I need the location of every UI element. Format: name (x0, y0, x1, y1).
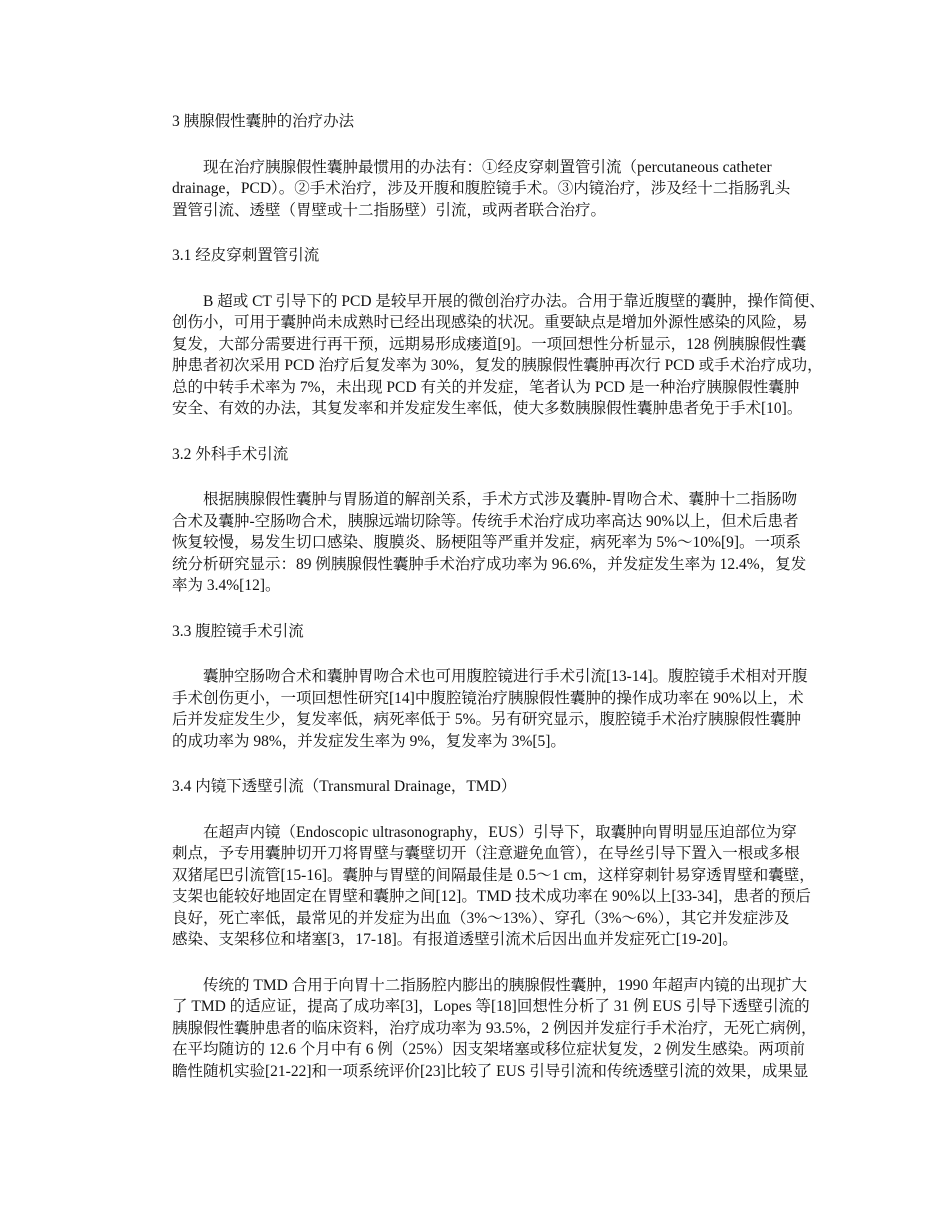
text-line: 总的中转手术率为 7%，未出现 PCD 有关的并发症，笔者认为 PCD 是一种治疗胰腺假性囊肿 (172, 378, 800, 396)
document-body (141, 111, 825, 1082)
paragraph-tmd-traditional (141, 975, 817, 1083)
text-line: 创伤小，可用于囊肿尚未成熟时已经出现感染的状况。重要缺点是增加外源性感染的风险，易 (172, 314, 808, 331)
section-heading-3-4: 3.4 内镜下透壁引流（Transmural Drainage，TMD） (172, 778, 517, 795)
text-line: 的成功率为 98%，并发症发生率为 9%，复发率为 3%[5]。 (172, 732, 566, 750)
paragraph-intro (141, 157, 809, 222)
section-heading-3: 3 胰腺假性囊肿的治疗办法 (172, 113, 355, 130)
text-line: 感染、支架移位和堵塞[3，17-18]。有报道透壁引流术后因出血并发症死亡[19-20]。 (172, 931, 738, 948)
spacer (141, 798, 809, 822)
text-line: 根据胰腺假性囊肿与胃肠道的解剖关系，手术方式涉及囊肿-胃吻合术、囊肿十二指肠吻 (203, 491, 798, 508)
paragraph-pcd (141, 291, 825, 420)
section-heading-3-1: 3.1 经皮穿刺置管引流 (172, 247, 320, 264)
text-line: 统分析研究显示：89 例胰腺假性囊肿手术治疗成功率为 96.6%，并发症发生率为 12.4%，复发 (172, 555, 807, 573)
text-line: 在超声内镜（Endoscopic ultrasonography，EUS）引导下，取囊肿向胃明显压迫部位为穿 (203, 823, 797, 841)
text-line: 恢复较慢，易发生切口感染、腹膜炎、肠梗阻等严重并发症，病死率为 5%～10%[9]。一项系 (172, 534, 802, 551)
text-line: B 超或 CT 引导下的 PCD 是较早开展的微创治疗办法。合用于靠近腹壁的囊肿，操作简便、 (203, 292, 825, 310)
spacer (141, 267, 809, 291)
spacer (141, 420, 809, 444)
paragraph-surgery (141, 489, 809, 597)
text-line: 置管引流、透壁（胃壁或十二指肠壁）引流，或两者联合治疗。 (172, 201, 607, 219)
text-line: 瞻性随机实验[21-22]和一项系统评价[23]比较了 EUS 引导引流和传统透壁引流的效果，成果显 (172, 1062, 809, 1080)
text-line: 复发，大部分需要进行再干预，远期易形成瘘道[9]。一项回想性分析显示，128 例胰腺假性囊 (172, 335, 807, 353)
text-line: drainage，PCD）。②手术治疗，涉及开腹和腹腔镜手术。③内镜治疗，涉及经十二指肠乳头 (172, 180, 791, 197)
text-line: 支架也能较好地固定在胃壁和囊肿之间[12]。TMD 技术成功率在 90%以上[33-34]，患者的预后 (172, 888, 811, 905)
text-line: 囊肿空肠吻合术和囊肿胃吻合术也可用腹腔镜进行手术引流[13-14]。腹腔镜手术相对开腹 (203, 668, 808, 685)
spacer (141, 951, 809, 975)
text-line: 了 TMD 的适应证，提高了成功率[3]，Lopes 等[18]回想性分析了 31 例 EUS 引导下透壁引流的 (172, 998, 810, 1015)
spacer (141, 221, 809, 245)
text-line: 刺点，予专用囊肿切开刀将胃壁与囊壁切开（注意避免血管），在导丝引导下置入一根或多根 (172, 845, 800, 862)
text-line: 手术创伤更小，一项回想性研究[14]中腹腔镜治疗胰腺假性囊肿的操作成功率在 90%以上，术 (172, 689, 804, 707)
spacer (141, 133, 809, 157)
section-heading-3-2: 3.2 外科手术引流 (172, 445, 289, 463)
text-line: 现在治疗胰腺假性囊肿最惯用的办法有：①经皮穿刺置管引流（percutaneous catheter (203, 158, 772, 176)
paragraph-tmd (141, 822, 815, 951)
text-line: 肿患者初次采用 PCD 治疗后复发率为 30%，复发的胰腺假性囊肿再次行 PCD 或手术治疗成功， (172, 357, 823, 374)
spacer (141, 642, 809, 666)
text-line: 后并发症发生少，复发率低，病死率低于 5%。另有研究显示，腹腔镜手术治疗胰腺假性囊肿 (172, 711, 802, 728)
text-line: 安全、有效的办法，其复发率和并发症发生率低，使大多数胰腺假性囊肿患者免于手术[10]。 (172, 400, 803, 417)
text-line: 率为 3.4%[12]。 (172, 577, 281, 594)
text-line: 传统的 TMD 合用于向胃十二指肠腔内膨出的胰腺假性囊肿，1990 年超声内镜的出现扩大 (203, 976, 808, 994)
section-heading-3-3: 3.3 腹腔镜手术引流 (172, 622, 304, 640)
text-line: 胰腺假性囊肿患者的临床资料，治疗成功率为 93.5%，2 例因并发症行手术治疗，无死亡病例， (172, 1019, 817, 1037)
spacer (141, 752, 809, 776)
spacer (141, 597, 809, 621)
text-line: 在平均随访的 12.6 个月中有 6 例（25%）因支架堵塞或移位症状复发，2 例发生感染。两项前 (172, 1041, 805, 1058)
paragraph-laparoscopy (141, 666, 809, 752)
text-line: 良好，死亡率低，最常见的并发症为出血（3%～13%）、穿孔（3%～6%），其它并发症涉及 (172, 909, 790, 927)
text-line: 合术及囊肿-空肠吻合术，胰腺远端切除等。传统手术治疗成功率高达 90%以上，但术后患者 (172, 512, 799, 530)
text-line: 双猪尾巴引流管[15-16]。囊肿与胃壁的间隔最佳是 0.5～1 cm，这样穿刺针易穿透胃壁和囊壁， (172, 866, 815, 884)
spacer (141, 465, 809, 489)
